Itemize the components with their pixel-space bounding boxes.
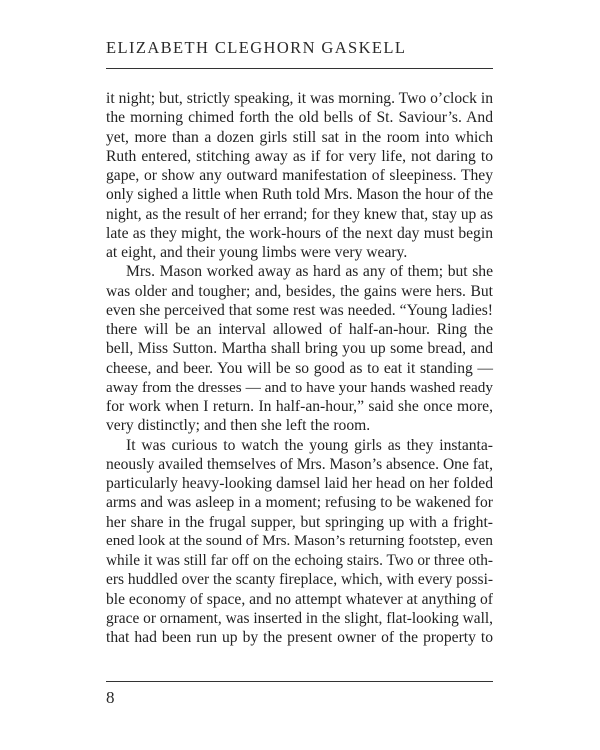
text-line: neously availed themselves of Mrs. Mason’s absence. One fat,	[106, 455, 493, 473]
text-line: night, as the result of her errand; for they knew that, stay up as	[106, 205, 494, 223]
text-line: ble economy of space, and no attempt whatever at anything of	[106, 590, 493, 608]
text-line: for work when I return. In half-an-hour,” said she once more,	[106, 398, 493, 415]
text-line: Ruth entered, stitching away as if for very life, not daring to	[106, 147, 493, 165]
text-line: cheese, and beer. You will be so good as to eat it standing —	[106, 359, 493, 377]
text-line: arms and was asleep in a moment; refusing to be wakened for	[106, 494, 493, 512]
text-line: very distinctly; and then she left the room.	[106, 417, 371, 435]
text-line: her share in the frugal supper, but springing up with a fright-	[106, 513, 493, 531]
text-line: there will be an interval allowed of half-an-hour. Ring the	[106, 321, 493, 338]
text-line: ened look at the sound of Mrs. Mason’s returning footstep, even	[106, 532, 493, 549]
text-line: the morning chimed forth the old bells of St. Saviour’s. And	[106, 109, 493, 127]
text-line: at eight, and their young limbs were very weary.	[106, 244, 408, 261]
text-line: ers huddled over the scanty fireplace, which, with every possi-	[106, 571, 494, 589]
text-line: bell, Miss Sutton. Martha shall bring you up some bread, and	[106, 340, 493, 358]
page-number: 8	[106, 688, 115, 707]
text-line: even she perceived that some rest was needed. “Young ladies!	[106, 301, 493, 319]
text-line: yet, more than a dozen girls still sat in the room into which	[106, 128, 493, 146]
header-rule	[106, 68, 493, 69]
text-line: away from the dresses — and to have your hands washed ready	[106, 378, 493, 396]
text-line: was older and tougher; and, besides, the gains were hers. But	[106, 282, 493, 300]
text-line: only sighed a little when Ruth told Mrs. Mason the hour of the	[106, 186, 494, 204]
body-text	[106, 89, 493, 647]
text-line: Mrs. Mason worked away as hard as any of them; but she	[126, 263, 493, 281]
running-head: ELIZABETH CLEGHORN GASKELL	[106, 38, 407, 57]
text-line: late as they might, the work-hours of the next day must begin	[106, 224, 493, 242]
footer-rule	[106, 681, 493, 682]
text-line: particularly heavy-looking damsel laid her head on her folded	[106, 475, 493, 492]
text-line: grace or ornament, was inserted in the slight, flat-looking wall,	[106, 609, 493, 627]
text-line: while it was still far off on the echoing stairs. Two or three oth-	[106, 552, 493, 569]
text-line: it night; but, strictly speaking, it was morning. Two o’clock in	[106, 90, 493, 107]
text-line: gape, or show any outward manifestation of sleepiness. They	[106, 167, 493, 184]
text-line: that had been run up by the present owner of the property to	[106, 629, 493, 646]
text-line: It was curious to watch the young girls as they instanta-	[126, 436, 493, 454]
